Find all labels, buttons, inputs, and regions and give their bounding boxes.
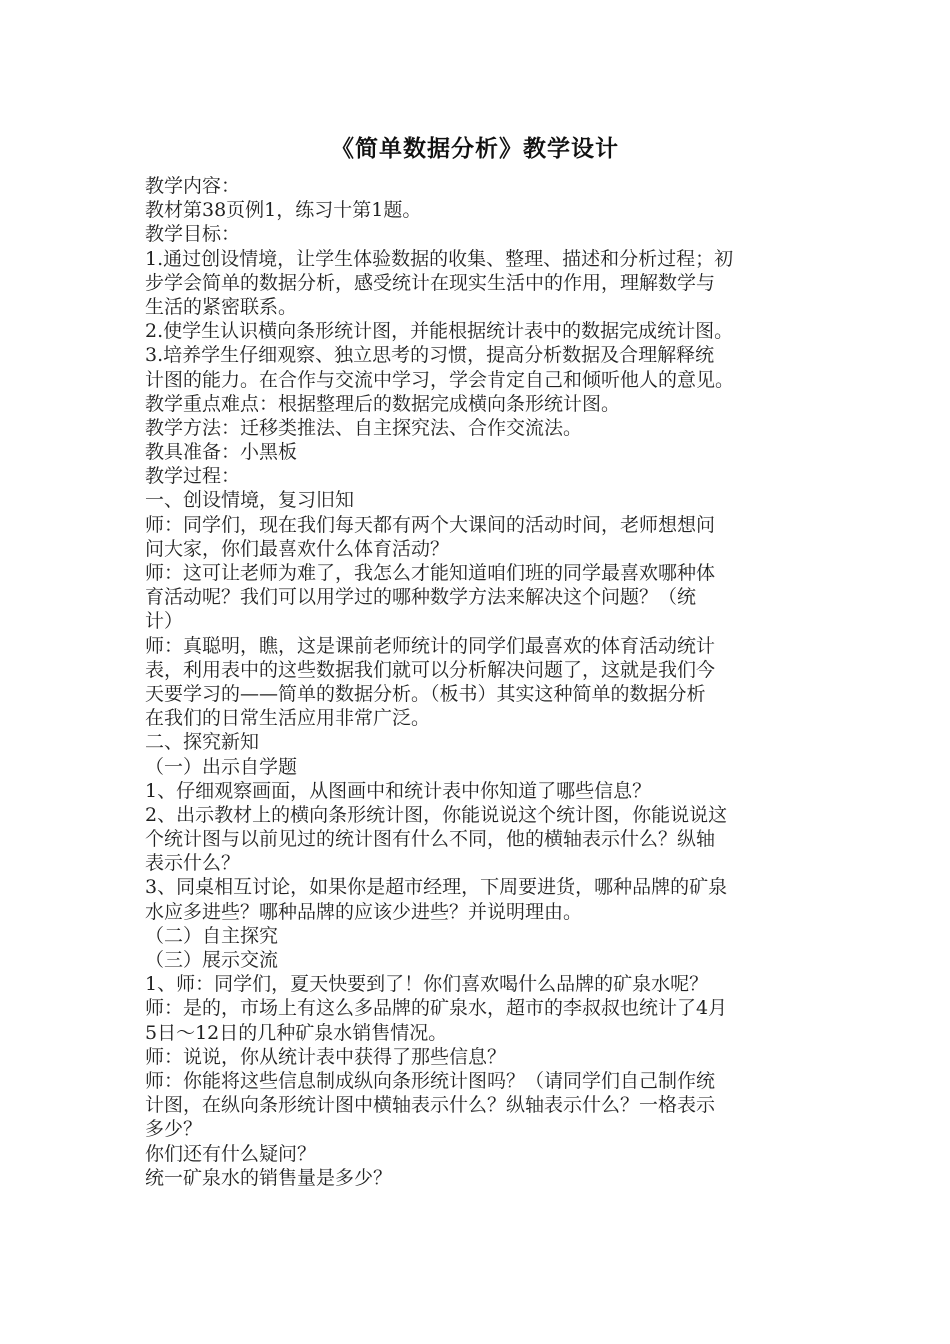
text-line: 你们还有什么疑问？ bbox=[145, 1142, 317, 1165]
text-line: 生活的紧密联系。 bbox=[145, 295, 298, 318]
text-line: 5日～12日的几种矿泉水销售情况。 bbox=[145, 1021, 448, 1044]
text-line: 表，利用表中的这些数据我们就可以分析解决问题了，这就是我们今 bbox=[145, 658, 716, 681]
document-body bbox=[145, 174, 825, 1190]
text-line: 1.通过创设情境，让学生体验数据的收集、整理、描述和分析过程；初 bbox=[145, 247, 734, 270]
text-line: 师：是的，市场上有这么多品牌的矿泉水，超市的李叔叔也统计了4月 bbox=[145, 997, 728, 1020]
text-line: 问大家，你们最喜欢什么体育活动？ bbox=[145, 537, 450, 560]
text-line: 表示什么？ bbox=[145, 852, 241, 875]
text-line: 师：说说，你从统计表中获得了那些信息？ bbox=[145, 1045, 507, 1068]
text-line: 2.使学生认识横向条形统计图，并能根据统计表中的数据完成统计图。 bbox=[145, 320, 734, 343]
text-line: 师：真聪明，瞧，这是课前老师统计的同学们最喜欢的体育活动统计 bbox=[145, 634, 716, 657]
text-line: 师：这可让老师为难了，我怎么才能知道咱们班的同学最喜欢哪种体 bbox=[145, 562, 716, 584]
document-title: 《简单数据分析》教学设计 bbox=[331, 135, 619, 162]
text-line: 多少？ bbox=[145, 1118, 203, 1141]
text-line: 二、探究新知 bbox=[145, 731, 260, 754]
text-line: （二）自主探究 bbox=[145, 924, 279, 947]
text-line: 在我们的日常生活应用非常广泛。 bbox=[145, 707, 431, 730]
text-line: 水应多进些？哪种品牌的应该少进些？并说明理由。 bbox=[145, 900, 583, 923]
text-line: 统一矿泉水的销售量是多少？ bbox=[145, 1166, 393, 1189]
text-line: 师：你能将这些信息制成纵向条形统计图吗？（请同学们自己制作统 bbox=[145, 1069, 716, 1092]
text-line: 1、仔细观察画面，从图画中和统计表中你知道了哪些信息？ bbox=[145, 779, 652, 802]
text-line: 1、师：同学们，夏天快要到了！你们喜欢喝什么品牌的矿泉水呢？ bbox=[145, 973, 709, 996]
text-line: 一、创设情境，复习旧知 bbox=[145, 489, 355, 512]
text-line: 教学重点难点：根据整理后的数据完成横向条形统计图。 bbox=[145, 392, 621, 415]
text-line: （三）展示交流 bbox=[145, 949, 279, 971]
text-line: 天要学习的——简单的数据分析。（板书）其实这种简单的数据分析 bbox=[145, 682, 706, 705]
text-line: 步学会简单的数据分析，感受统计在现实生活中的作用，理解数学与 bbox=[145, 271, 716, 294]
text-line: 育活动呢？我们可以用学过的哪种数学方法来解决这个问题？（统 bbox=[145, 586, 697, 609]
text-line: 计） bbox=[145, 610, 184, 633]
text-line: （一）出示自学题 bbox=[145, 755, 298, 778]
text-line: 计图，在纵向条形统计图中横轴表示什么？纵轴表示什么？一格表示 bbox=[145, 1094, 716, 1117]
text-line: 2、出示教材上的横向条形统计图，你能说说这个统计图，你能说说这 bbox=[145, 803, 728, 826]
text-line: 教学方法：迁移类推法、自主探究法、合作交流法。 bbox=[145, 416, 583, 439]
text-line: 教具准备：小黑板 bbox=[145, 441, 298, 464]
text-line: 师：同学们，现在我们每天都有两个大课间的活动时间，老师想想问 bbox=[145, 513, 716, 536]
text-line: 3.培养学生仔细观察、独立思考的习惯，提高分析数据及合理解释统 bbox=[145, 344, 715, 367]
text-line: 计图的能力。在合作与交流中学习，学会肯定自己和倾听他人的意见。 bbox=[145, 368, 735, 391]
text-line: 教学过程： bbox=[145, 465, 241, 488]
text-line: 教学目标： bbox=[145, 223, 241, 246]
text-line: 3、同桌相互讨论，如果你是超市经理，下周要进货，哪种品牌的矿泉 bbox=[145, 876, 728, 899]
text-line: 个统计图与以前见过的统计图有什么不同，他的横轴表示什么？纵轴 bbox=[145, 828, 716, 851]
text-line: 教材第38页例1，练习十第1题。 bbox=[145, 199, 422, 222]
text-line: 教学内容： bbox=[145, 175, 241, 197]
